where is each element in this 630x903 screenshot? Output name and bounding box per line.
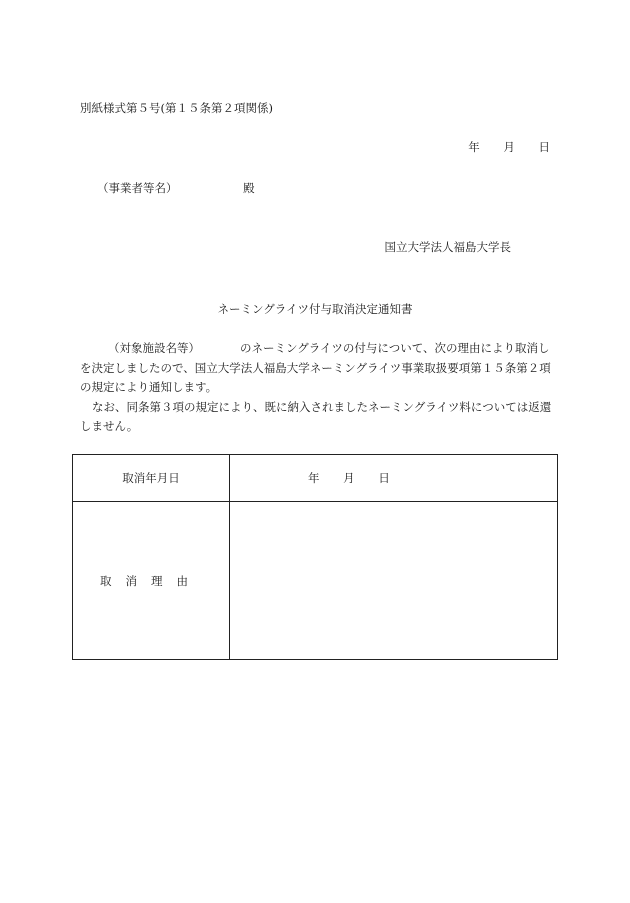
date-year-label: 年: [468, 140, 480, 154]
table-row: [73, 502, 558, 660]
recipient-name-placeholder: （事業者等名）: [97, 181, 178, 195]
cancellation-year-label: 年: [308, 471, 320, 485]
cancellation-table: [72, 454, 558, 660]
notice-paragraph-2: [80, 398, 556, 437]
cancellation-date-label: 取消年月日: [73, 455, 230, 502]
recipient-honorific: 殿: [243, 181, 255, 195]
notice-body: [80, 339, 556, 437]
paragraph-2-text: なお、同条第３項の規定により、既に納入されましたネーミングライツ料については返還しません。: [80, 399, 552, 433]
cancellation-reason-value[interactable]: [230, 502, 558, 660]
document-title: ネーミングライツ付与取消決定通知書: [217, 302, 413, 316]
paragraph-1-text: のネーミングライツの付与について、次の理由により取消しを決定しましたので、国立大学法人福島大学ネーミングライツ事業取扱要項第１５条第２項の規定により通知します。: [80, 341, 551, 394]
form-number: 別紙様式第５号(第１５条第２項関係): [80, 101, 273, 115]
cancellation-day-label: 日: [378, 471, 390, 485]
issue-date: [468, 139, 550, 155]
cancellation-date-value[interactable]: [230, 455, 558, 502]
date-month-label: 月: [503, 140, 515, 154]
issuer-name: 国立大学法人福島大学長: [384, 240, 511, 254]
table-row: [73, 455, 558, 502]
notice-paragraph-1: [80, 339, 556, 398]
cancellation-month-label: 月: [343, 471, 355, 485]
date-day-label: 日: [538, 140, 550, 154]
cancellation-reason-label: 取消理由: [73, 502, 230, 660]
recipient: [97, 180, 255, 196]
facility-placeholder: （対象施設名等）: [108, 341, 200, 355]
